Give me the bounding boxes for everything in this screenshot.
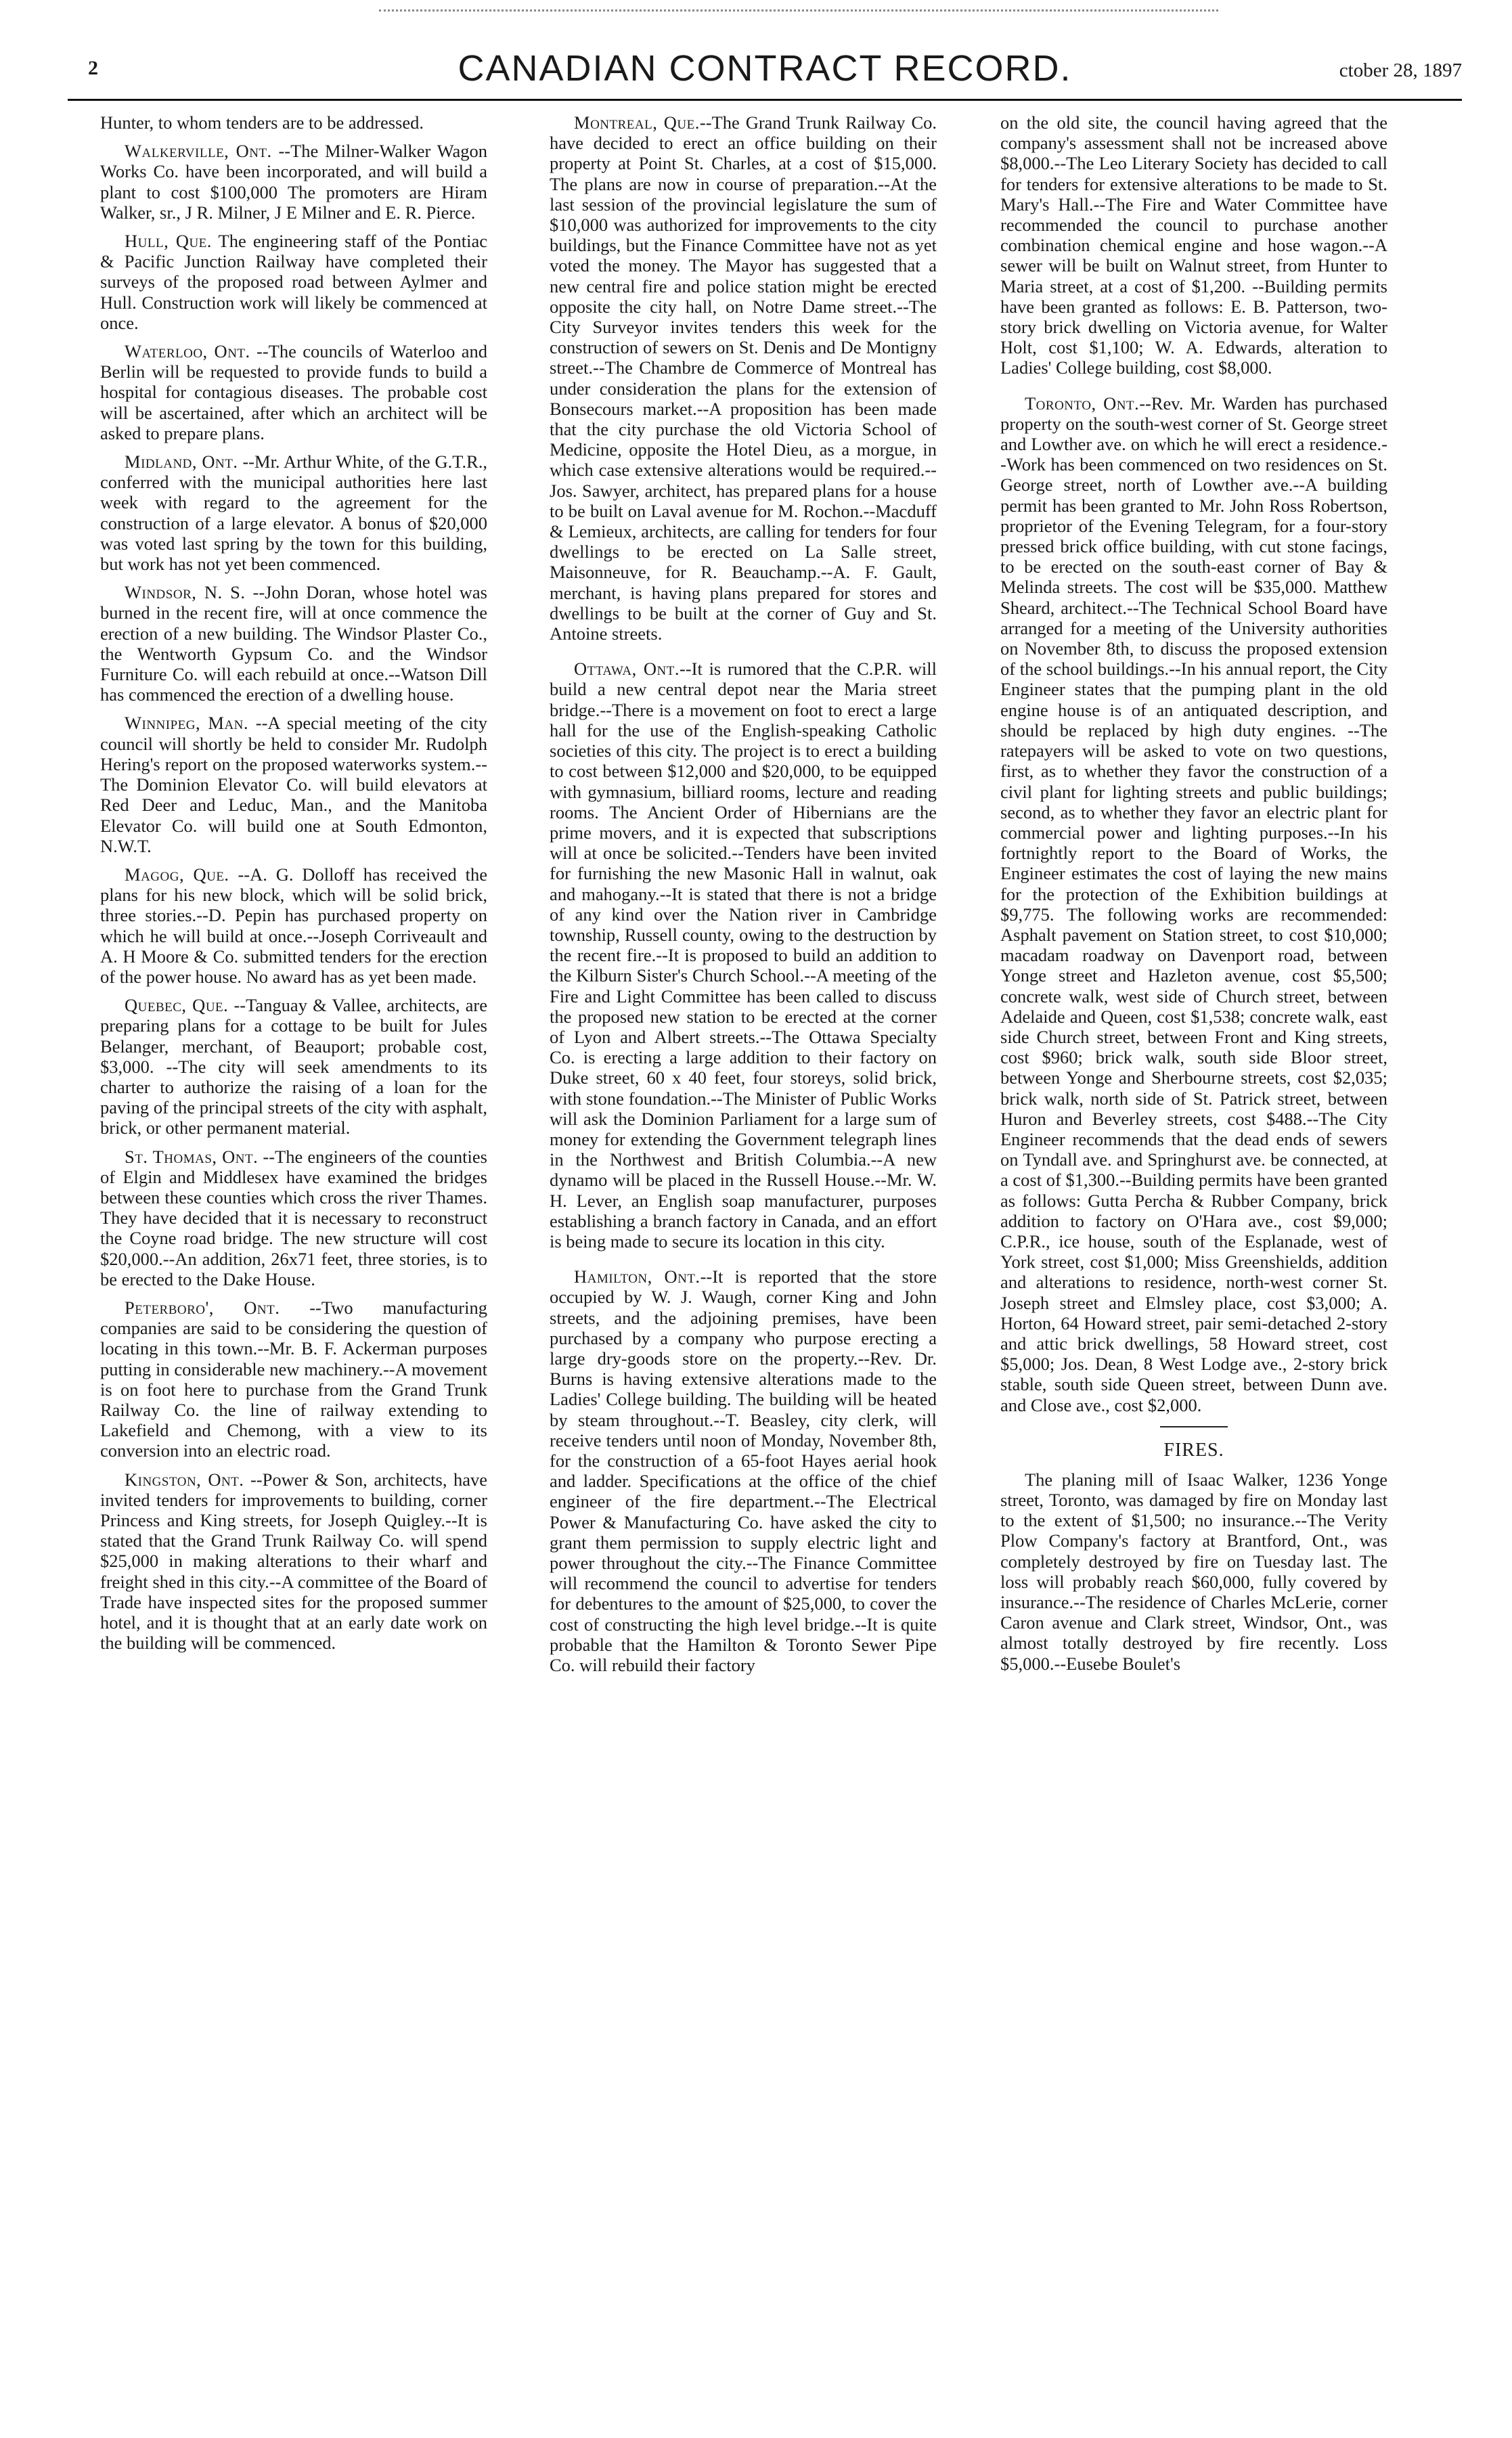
news-item — [1000, 112, 1387, 378]
item-place: St. Thomas, Ont. — [125, 1146, 259, 1167]
item-text: --The Grand Trunk Railway Co. have decided to erect an office building on their property at Point St. Charles, at a cost of $15,000. The plans are now in course of preparation.--At the last session of the provincial legislature the sum of $10,000 was authorized for improvements to the city buildings, but the Finance Committee have not as yet voted the money. The Mayor has suggested that a new central fire and police station might be erected opposite the city hall, on Notre Dame street.--The City Surveyor invites tenders this week for the construction of sewers on St. Denis and De Montigny street.--The Chambre de Commerce of Montreal has under consideration the plans for the extension of Bonsecours market.--A proposition has been made that the city purchase the old Victoria School of Medicine, opposite the Hotel Dieu, as a morgue, in which case extensive alterations would be required.--Jos. Sawyer, architect, has prepared plans for a house to be built on Laval avenue for M. Rochon.--Macduff & Lemieux, architects, are calling for tenders for four dwellings to be erected on La Salle street, Maisonneuve, for R. Beauchamp.--A. F. Gault, merchant, is having plans prepared for stores and dwellings to be built at the corner of Guy and St. Antoine streets. — [550, 112, 937, 644]
column-1 — [100, 112, 487, 1661]
item-place: Kingston, Ont. — [125, 1469, 244, 1490]
item-text: --Mr. Arthur White, of the G.T.R., conferred with the municipal authorities here last week with regard to the agreement for the construction of a large elevator. A bonus of $20,000 was voted last spring by the town for this building, but work has not yet been commenced. — [100, 451, 487, 575]
fires-heading: FIRES. — [1163, 1439, 1224, 1461]
news-item — [100, 864, 487, 987]
item-text: --John Doran, whose hotel was burned in the recent fire, will at once commence the erection of a new building. The Windsor Plaster Co., the Wentworth Gypsum Co. and the Windsor Furniture Co. will each rebuild at once.--Watson Dill has commenced the erection of a dwelling house. — [100, 582, 487, 705]
item-text: --Power & Son, architects, have invited tenders for improvements to building, corner Princess and King streets, for Joseph Quigley.--It is stated that the Grand Trunk Railway Co. will spend $25,000 in making alterations to their wharf and freight shed in this city.--A committee of the Board of Trade have inspected sites for the proposed summer hotel, and it is thought that at an early date work on the building will be commenced. — [100, 1469, 487, 1654]
item-text: The engineering staff of the Pontiac & Pacific Junction Railway have completed their surveys of the proposed road between Aylmer and Hull. Construction work will likely be commenced at once. — [100, 231, 487, 333]
news-item — [1000, 393, 1387, 1415]
item-text: --Two manufacturing companies are said to be considering the question of locating in this town.--Mr. B. F. Ackerman purposes putting in considerable new machinery.--A movement is on foot here to purchase from the Grand Trunk Railway Co. the line of railway extending to Lakefield and Chemong, with a view to its conversion into an electric road. — [100, 1297, 487, 1461]
fires-text: The planing mill of Isaac Walker, 1236 Yonge street, Toronto, was damaged by fire on Monday last to the extent of $1,500; no insurance.--The Verity Plow Company's factory at Brantford, Ont., was completely destroyed by fire on Tuesday last. The loss will probably reach $60,000, fully covered by insurance.--The residence of Charles McLerie, corner Caron avenue and Clark street, Windsor, Ont., was almost totally destroyed by fire recently. Loss $5,000.--Eusebe Boulet's — [1000, 1469, 1387, 1674]
news-item — [100, 713, 487, 856]
item-text: --It is rumored that the C.P.R. will build a new central depot near the Maria street bridge.--There is a movement on foot to erect a large hall for the use of the English-speaking Catholic societies of this city. The project is to erect a building to cost between $12,000 and $20,000, to be equipped with gymnasium, billiard rooms, lecture and reading rooms. The Ancient Order of Hibernians are the prime movers, and it is expected that subscriptions will at once be solicited.--Tenders have been invited for furnishing the new Masonic Hall in walnut, oak and mahogany.--It is stated that there is not a bridge of any kind over the Nation river in Cambridge township, Russell county, owing to the destruction by the recent fire.--It is proposed to build an addition to the Kilburn Sister's Church School.--A meeting of the Fire and Light Committee has been called to discuss the proposed new station to be erected at the corner of Lyon and Albert streets.--The Ottawa Specialty Co. is erecting a large addition to their factory on Duke street, 60 x 40 feet, four storeys, solid brick, with stone foundation.--The Minister of Public Works will ask the Dominion Parliament for a large sum of money for extending the Government telegraph lines in the Northwest and British Columbia.--A new dynamo will be placed in the Russell House.--Mr. W. H. Lever, an English soap manufacturer, purposes establishing a branch factory in Canada, and an effort is being made to secure its location in this city. — [550, 659, 937, 1251]
item-text: --A special meeting of the city council will shortly be held to consider Mr. Rudolph Hering's report on the proposed waterworks system.--The Dominion Elevator Co. will build elevators at Red Deer and Leduc, Man., and the Manitoba Elevator Co. will build one at South Edmonton, N.W.T. — [100, 713, 487, 856]
news-item — [100, 582, 487, 705]
column-2 — [550, 112, 937, 1683]
news-item — [100, 995, 487, 1138]
news-item — [100, 112, 487, 133]
item-place: Windsor, N. S. — [125, 582, 246, 603]
item-place: Toronto, Ont. — [1025, 393, 1140, 414]
news-item — [550, 659, 937, 1251]
item-place: Hull, Que. — [125, 231, 212, 252]
item-place: Hamilton, Ont. — [574, 1266, 701, 1287]
item-place: Waterloo, Ont. — [125, 341, 250, 362]
item-place: Quebec, Que. — [125, 995, 229, 1016]
item-place: Peterboro', Ont. — [125, 1297, 280, 1318]
item-text: --A. G. Dolloff has received the plans for his new block, which will be solid brick, three stories.--D. Pepin has purchased property on which he will build at once.--Joseph Corriveault and A. H Moore & Co. submitted tenders for the erection of the power house. No award has as yet been made. — [100, 864, 487, 987]
item-place: Midland, Ont. — [125, 451, 238, 472]
item-text: Hunter, to whom tenders are to be addressed. — [100, 112, 424, 133]
issue-date: ctober 28, 1897 — [1339, 60, 1462, 81]
item-place: Montreal, Que. — [574, 112, 700, 133]
news-item — [100, 451, 487, 574]
news-item — [550, 1266, 937, 1675]
column-3 — [1000, 112, 1387, 1682]
item-text: --The councils of Waterloo and Berlin will be requested to provide funds to build a hospital for contagious diseases. The probable cost will be ascertained, after which an architect will be asked to prepare plans. — [100, 341, 488, 443]
news-item — [100, 231, 487, 333]
item-place: Ottawa, Ont. — [574, 659, 680, 680]
news-item — [100, 1147, 487, 1289]
news-item — [100, 341, 487, 443]
item-text: --The engineers of the counties of Elgin and Middlesex have examined the bridges between these counties which cross the river Thames. They have decided that it is necessary to reconstruct the Coyne road bridge. The new structure will cost $20,000.--An addition, 26x71 feet, three stories, is to be erected to the Dake House. — [100, 1146, 487, 1289]
item-text: --Rev. Mr. Warden has purchased property on the south-west corner of St. George street and Lowther ave. on which he will erect a residence.--Work has been commenced on two residences on St. George street, north of Lowther ave.--A building permit has been granted to Mr. John Ross Robertson, proprietor of the Evening Telegram, for a four-story pressed brick office building, with cut stone facings, to be erected on the south-east corner of Bay & Melinda streets. The cost will be $35,000. Matthew Sheard, architect.--The Technical School Board have arranged for a meeting of the University authorities on November 8th, to discuss the proposed extension of the school buildings.--In his annual report, the City Engineer states that the pumping plant in the old engine house is of an antiquated description, and should be replaced by high duty engines. --The ratepayers will be asked to vote on two questions, first, as to whether they favor the construction of a civil plant for lighting streets and public buildings; second, as to whether they favor an electric plant for commercial power and lighting purposes.--In his fortnightly report to the Board of Works, the Engineer estimates the cost of laying the new mains for the protection of the Exhibition buildings at $9,775. The following works are recommended: Asphalt pavement on Station street, to cost $10,000; macadam roadway on Davenport road, between Yonge street and Hazleton avenue, cost $5,500; concrete walk, west side of Church street, between Adelaide and Queen, cost $1,538; concrete walk, east side Church street, between Front and King streets, cost $960; brick walk, south side Bloor street, between Yonge and Sherbourne streets, cost $2,035; brick walk, north side of St. Patrick street, between Huron and Beverley streets, cost $488.--The City Engineer recommends that the dead ends of sewers on Tyndall ave. and Springhurst ave. be connected, at a cost of $1,300.--Building permits have been granted as follows: Gutta Percha & Rubber Company, brick addition to factory on O'Hara ave., cost $9,000; C.P.R., ice house, south of the Esplanade, west of York street, cost $1,000; Miss Greenshields, addition and alterations to residence, north-west corner St. Joseph street and Elmsley place, cost $3,000; A. Horton, 64 Howard street, pair semi-detached 2-story and attic brick dwellings, 58 Howard street, cost $5,000; Jos. Dean, 8 West Lodge ave., 2-story brick stable, south side Queen street, between Dunn ave. and Close ave., cost $2,000. — [1000, 393, 1387, 1415]
item-place: Winnipeg, Man. — [125, 713, 249, 734]
top-dotted-rule — [379, 9, 1218, 12]
news-item — [100, 1469, 487, 1654]
news-item — [100, 141, 487, 223]
item-place: Magog, Que. — [125, 864, 229, 885]
item-text: on the old site, the council having agreed that the company's assessment shall not be increased above $8,000.--The Leo Literary Society has decided to call for tenders for extensive alterations to be made to St. Mary's Hall.--The Fire and Water Committee have recommended the council to purchase another combination chemical engine and hose wagon.--A sewer will be built on Walnut street, from Hunter to Maria street, at a cost of $1,200. --Building permits have been granted as follows: E. B. Patterson, two-story brick dwelling on Victoria avenue, for Walter Holt, cost $1,100; W. A. Edwards, alteration to Ladies' College building, cost $8,000. — [1000, 112, 1387, 378]
page-header — [68, 47, 1462, 102]
news-item — [550, 112, 937, 644]
item-text: --Tanguay & Vallee, architects, are preparing plans for a cottage to be built for Jules Belanger, merchant, of Beauport; probable cost, $3,000. --The city will seek amendments to its charter to authorize the raising of a loan for the paving of the principal streets of the city with asphalt, brick, or other permanent material. — [100, 995, 487, 1138]
item-text: --The Milner-Walker Wagon Works Co. have been incorporated, and will build a plant to cost $100,000 The promoters are Hiram Walker, sr., J R. Milner, J E Milner and E. R. Pierce. — [100, 141, 488, 223]
news-item — [100, 1298, 487, 1461]
page-number: 2 — [88, 57, 98, 79]
item-text: --It is reported that the store occupied by W. J. Waugh, corner King and John streets, and the adjoining premises, have been purchased by a company who purpose erecting a large dry-goods store on the property.--Rev. Dr. Burns is having extensive alterations made to the Ladies' College building. The building will be heated by steam throughout.--T. Beasley, city clerk, will receive tenders until noon of Monday, November 8th, for the construction of a 65-foot Hayes aerial hook and ladder. Specifications at the office of the chief engineer of the fire department.--The Electrical Power & Manufacturing Co. have asked the city to grant them permission to supply electric light and power throughout the city.--The Finance Committee will recommend the council to advertise for tenders for debentures to the amount of $25,000, to cover the cost of constructing the high level bridge.--It is quite probable that the Hamilton & Toronto Sewer Pipe Co. will rebuild their factory — [550, 1266, 937, 1676]
masthead-title: CANADIAN CONTRACT RECORD. — [458, 48, 1072, 89]
header-rule — [68, 99, 1462, 101]
section-divider — [1160, 1426, 1228, 1427]
item-place: Walkerville, Ont. — [125, 141, 272, 162]
